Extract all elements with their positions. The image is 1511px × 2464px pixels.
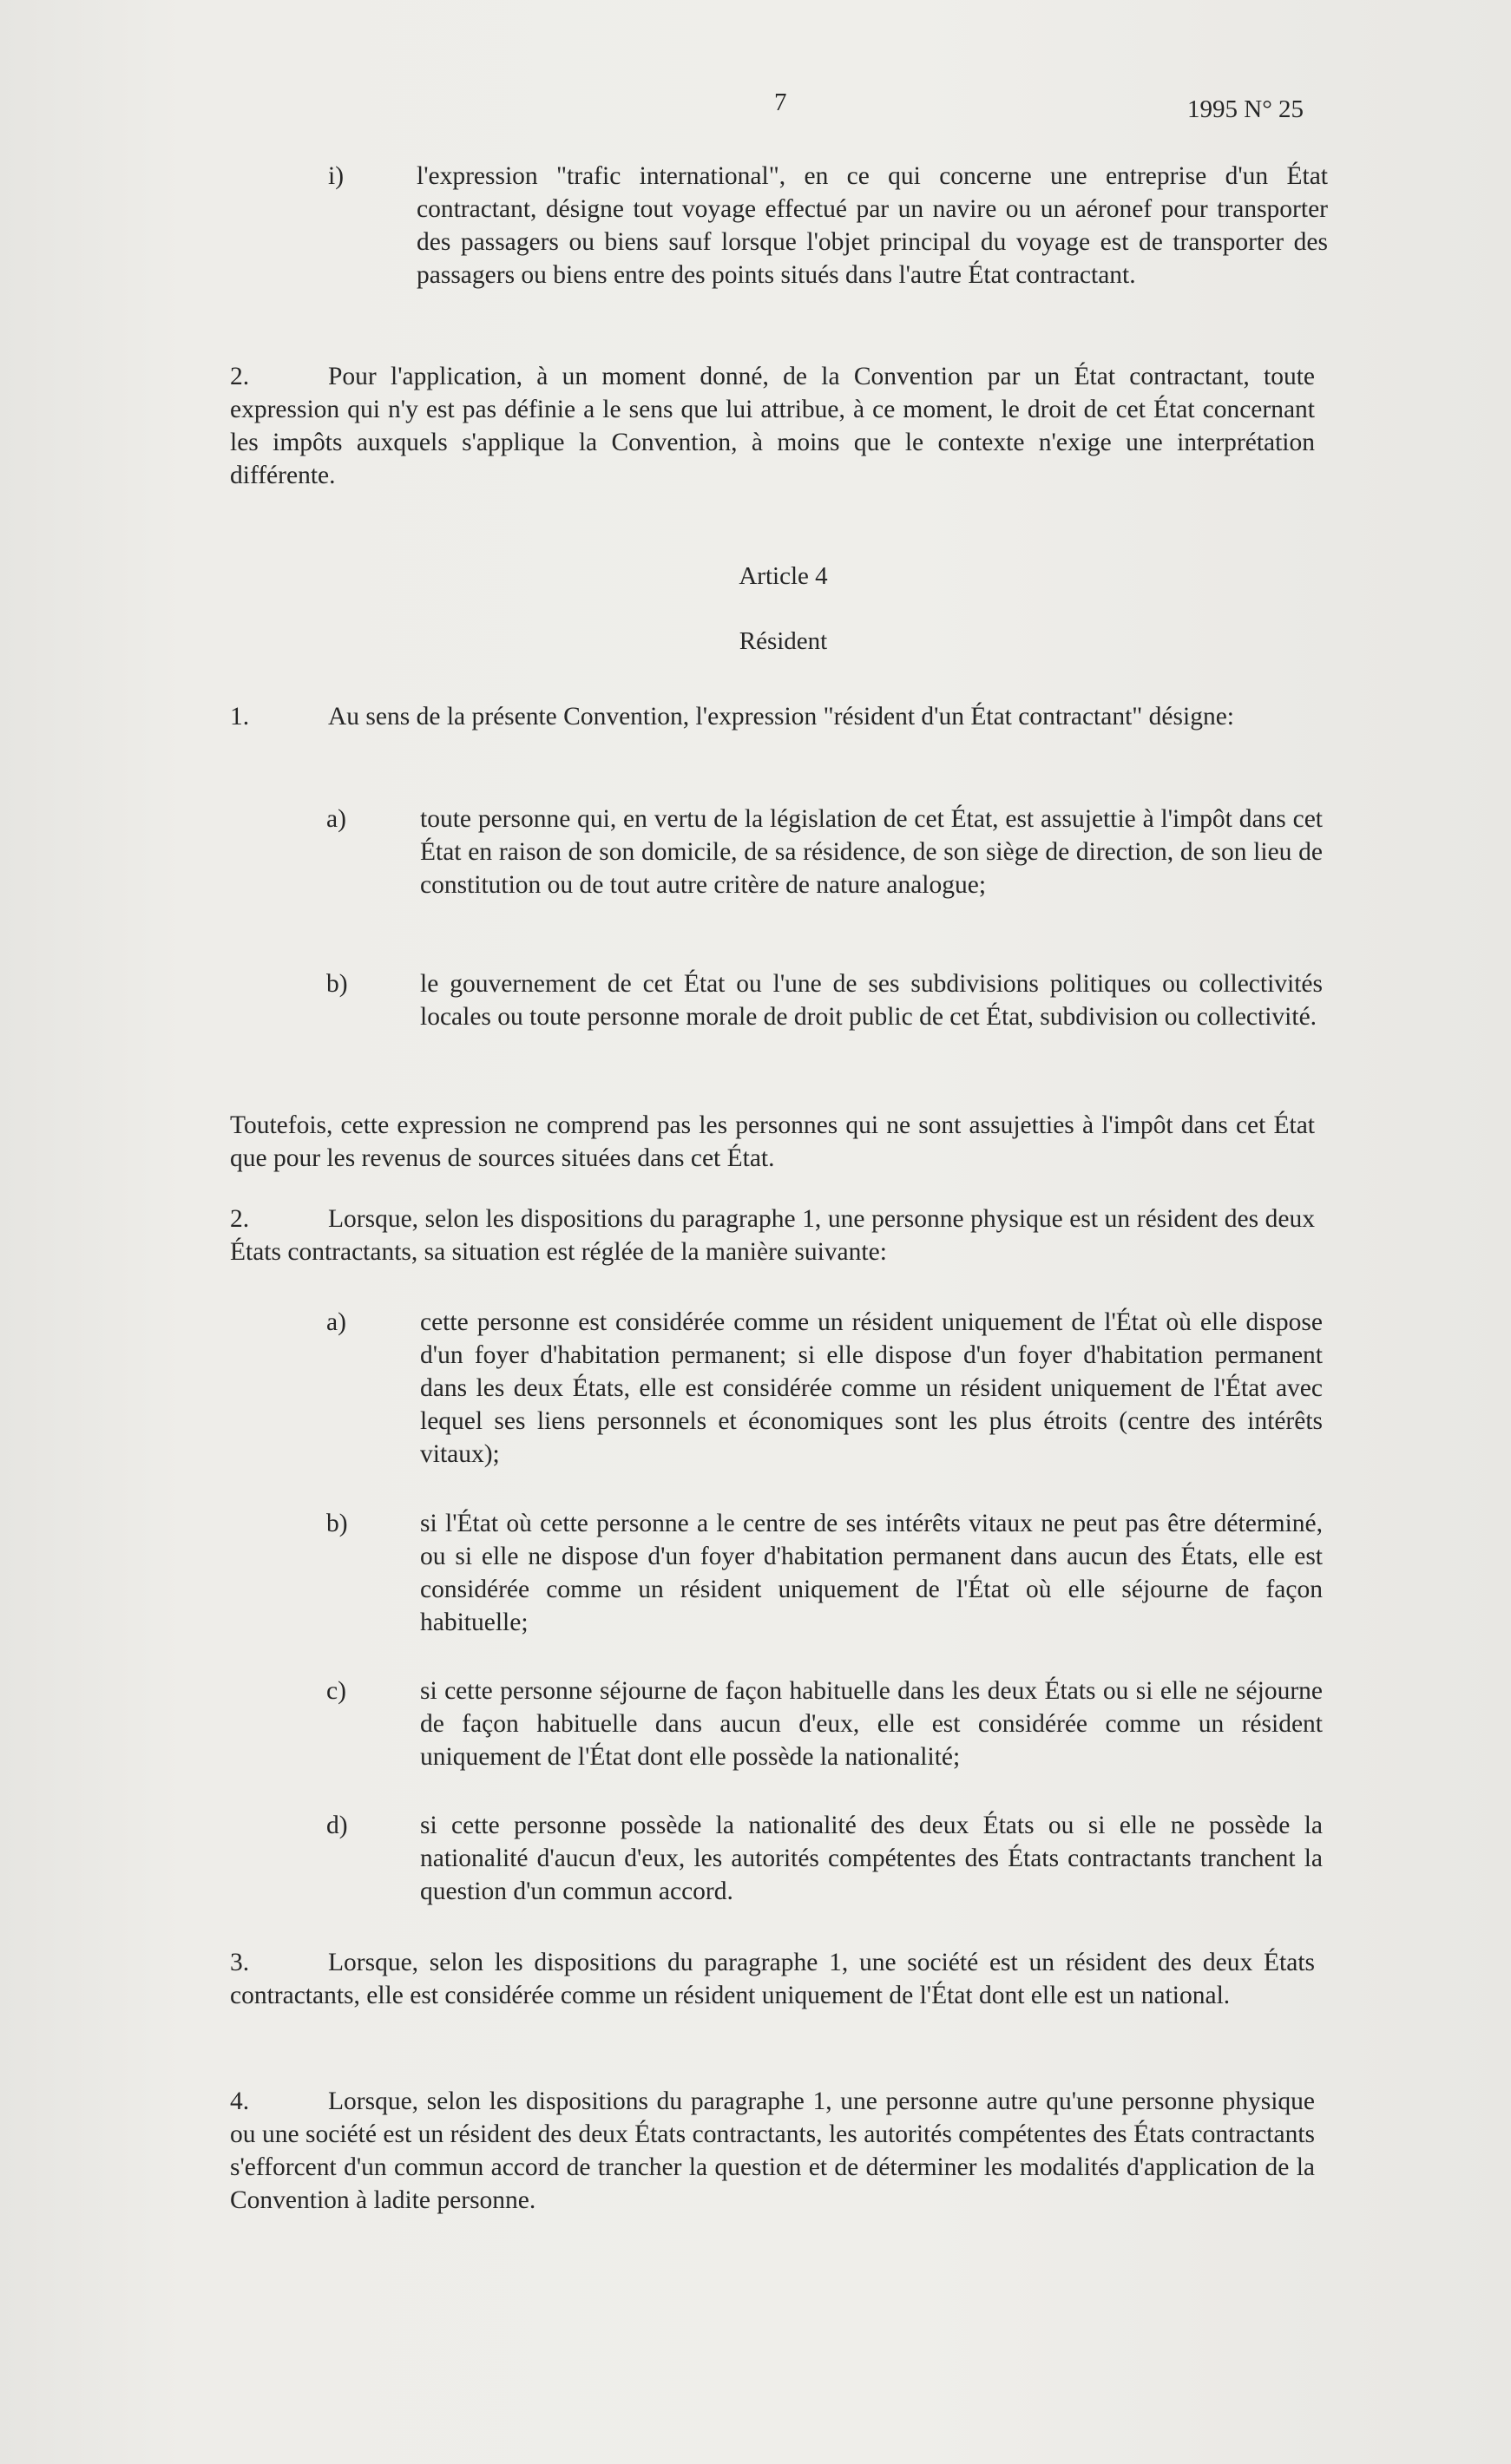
page-number: 7 (774, 88, 787, 116)
paragraph-text: Lorsque, selon les dispositions du paragraphe 1, une personne autre qu'une personne physique ou une société est un résident des deux États contractants, les autorités compétentes des États contractants s'efforcent d'un commun accord de trancher la question et de déterminer les modalités d'application de la Convention à ladite personne. (230, 2087, 1315, 2214)
paragraph-text: Au sens de la présente Convention, l'expression "résident d'un État contractant" désigne: (328, 703, 1234, 731)
item-label: b) (326, 1510, 348, 1537)
item-label: b) (326, 970, 348, 998)
item-label: i) (328, 162, 345, 190)
article-subtitle: Résident (739, 627, 828, 655)
paragraph-text: Lorsque, selon les dispositions du paragraphe 1, une société est un résident des deux États contractants, elle est considérée comme un résident uniquement de l'État dont elle est un national. (230, 1949, 1315, 2009)
paragraph-number: 3. (230, 1949, 250, 1976)
item-text: si l'État où cette personne a le centre de ses intérêts vitaux ne peut pas être déterminé, ou si elle ne dispose d'un foyer d'habitation permanent dans aucun des États, elle est considérée comme un résident uniquement de l'État où elle séjourne de façon habituelle; (420, 1510, 1323, 1636)
paragraph-text: Toutefois, cette expression ne comprend pas les personnes qui ne sont assujetties à l'impôt dans cet État que pour les revenus de sources situées dans cet État. (230, 1111, 1315, 1172)
page-header (0, 88, 1511, 123)
item-text: le gouvernement de cet État ou l'une de ses subdivisions politiques ou collectivités locales ou toute personne morale de droit public de cet État, subdivision ou collectivité. (420, 970, 1323, 1031)
paragraph-text: Pour l'application, à un moment donné, de la Convention par un État contractant, toute expression qui n'y est pas définie a le sens que lui attribue, à ce moment, le droit de cet État concernant les impôts auxquels s'applique la Convention, à moins que le contexte n'exige une interprétation différente. (230, 363, 1315, 489)
show-through-bleed (217, 308, 223, 341)
paragraph-number: 4. (230, 2087, 250, 2115)
paragraph-number: 1. (230, 703, 250, 731)
item-text: cette personne est considérée comme un résident uniquement de l'État où elle dispose d'un foyer d'habitation permanent; si elle dispose d'un foyer d'habitation permanent dans les deux États, elle est considérée comme un résident uniquement de l'État avec lequel ses liens personnels et économiques sont les plus étroits (centre des intérêts vitaux); (420, 1308, 1323, 1468)
document-reference: 1995 N° 25 (1187, 95, 1304, 123)
item-text: l'expression "trafic international", en ce qui concerne une entreprise d'un État contractant, désigne tout voyage effectué par un navire ou un aéronef pour transporter des passagers ou biens sauf lorsque l'objet principal du voyage est de transporter des passagers ou biens entre des points situés dans l'autre État contractant. (417, 162, 1328, 289)
article-title: Article 4 (739, 562, 828, 590)
item-text: toute personne qui, en vertu de la législation de cet État, est assujettie à l'impôt dans cet État en raison de son domicile, de sa résidence, de son siège de direction, de son lieu de constitution ou de tout autre critère de nature analogue; (420, 805, 1323, 899)
article-3-paragraph-2 (230, 360, 1315, 492)
item-label: a) (326, 1308, 346, 1336)
item-text: si cette personne séjourne de façon habituelle dans les deux États ou si elle ne séjourne de façon habituelle dans aucun d'eux, elle est considérée comme un résident uniquement de l'État dont elle possède la nationalité; (420, 1677, 1323, 1771)
item-text: si cette personne possède la nationalité des deux États ou si elle ne possède la nationalité d'aucun d'eux, les autorités compétentes des États contractants tranchent la question d'un commun accord. (420, 1812, 1323, 1905)
item-label: c) (326, 1677, 346, 1705)
item-label: a) (326, 805, 346, 833)
item-label: d) (326, 1812, 348, 1839)
article-4-paragraph-4 (230, 2085, 1315, 2217)
article-4-paragraph-1 (230, 700, 1315, 733)
article-4-paragraph-2 (230, 1203, 1315, 1268)
paragraph-number: 2. (230, 1205, 250, 1233)
paragraph-text: Lorsque, selon les dispositions du paragraphe 1, une personne physique est un résident des deux États contractants, sa situation est réglée de la manière suivante: (230, 1205, 1315, 1266)
paragraph-number: 2. (230, 363, 250, 390)
article-4-paragraph-1-closing (230, 1109, 1315, 1175)
article-4-paragraph-3 (230, 1946, 1315, 2012)
